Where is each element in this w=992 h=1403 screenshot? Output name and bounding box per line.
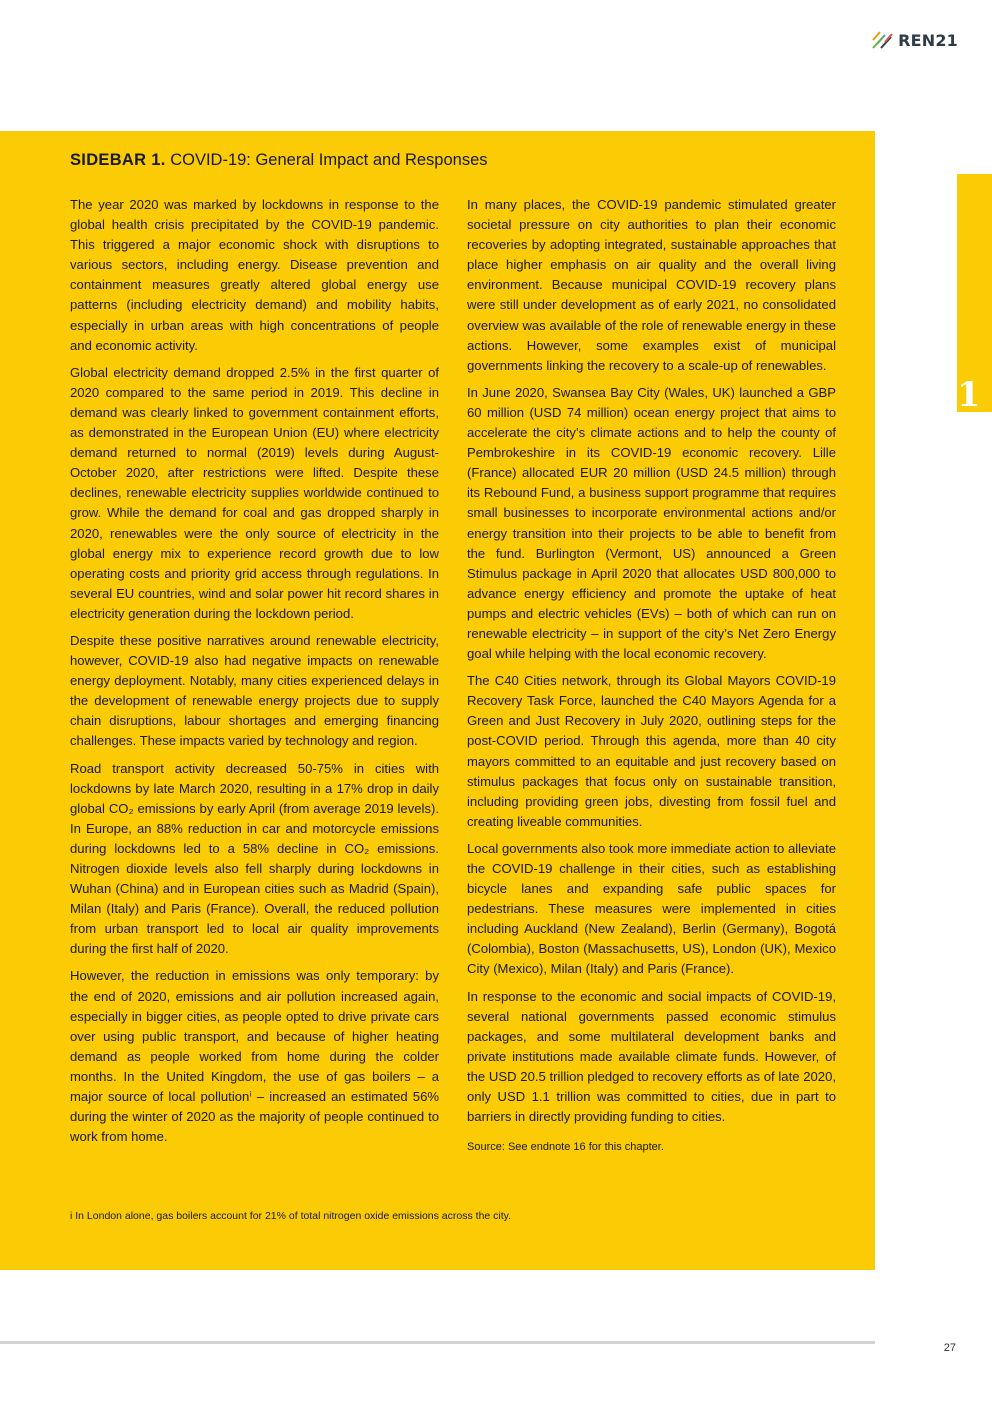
source-note: Source: See endnote 16 for this chapter.	[467, 1141, 664, 1154]
chapter-number: 1	[957, 375, 981, 415]
paragraph: Global electricity demand dropped 2.5% in the first quarter of 2020 compared to the same period in 2019. This decline in demand was clearly linked to government containment efforts, as demonstrated in the European Union (EU) where electricity demand returned to normal (2019) levels during August-October 2020, after restrictions were lifted. Despite these declines, renewable electricity supplies worldwide continued to grow. While the demand for coal and gas dropped sharply in 2020, renewables were the only source of electricity in the global energy mix to experience record growth due to low operating costs and priority grid access through regulations. In several EU countries, wind and solar power hit record shares in electricity generation during the lockdown period.	[70, 364, 439, 621]
paragraph: The year 2020 was marked by lockdowns in response to the global health crisis precipitated by the COVID-19 pandemic. This triggered a major economic shock with disruptions to various sectors, including energy. Disease prevention and containment measures greatly altered global energy use patterns (including electricity demand) and mobility habits, especially in urban areas with high concentrations of people and economic activity.	[70, 197, 439, 353]
paragraph: Local governments also took more immediate action to alleviate the COVID-19 challenge in their cities, such as establishing bicycle lanes and expanding safe public spaces for pedestrians. These measures were implemented in cities including Auckland (New Zealand), Berlin (Germany), Bogotá (Colombia), Boston (Massachusetts, US), London (UK), Mexico City (Mexico), Milan (Italy) and Paris (France).	[467, 840, 836, 977]
footnote: i In London alone, gas boilers account for 21% of total nitrogen oxide emissions across the city.	[70, 1210, 512, 1222]
left-column	[70, 195, 439, 1154]
paragraph: Despite these positive narratives around renewable electricity, however, COVID-19 also had negative impacts on renewable energy deployment. Notably, many cities experienced delays in the development of renewable energy projects due to supply chain disruptions, labour shortages and emerging financing challenges. These impacts varied by technology and region.	[70, 632, 439, 749]
ren21-logo	[871, 30, 958, 50]
sidebar-label: SIDEBAR 1.	[70, 151, 166, 169]
footer-divider	[0, 1341, 875, 1344]
sidebar-title	[70, 151, 488, 170]
logo-text: REN21	[898, 30, 958, 50]
page-number: 27	[943, 1342, 956, 1354]
ren21-logo-icon	[871, 30, 893, 50]
paragraph: In June 2020, Swansea Bay City (Wales, UK) launched a GBP 60 million (USD 74 million) ocean energy project that aims to accelerate the city’s climate actions and to help the county of Pembrokeshire in its COVID-19 economic recovery. Lille (France) allocated EUR 20 million (USD 24.5 million) through its Rebound Fund, a business support programme that requires small businesses to incorporate environmental actions and/or energy transition into their projects to be able to benefit from the fund. Burlington (Vermont, US) announced a Green Stimulus package in April 2020 that allocates USD 800,000 to advance energy efficiency and promote the uptake of heat pumps and electric vehicles (EVs) – both of which can run on renewable electricity – in support of the city’s Net Zero Energy goal while helping with the local economic recovery.	[467, 384, 836, 662]
right-column	[467, 195, 836, 1162]
paragraph: The C40 Cities network, through its Global Mayors COVID-19 Recovery Task Force, launched the C40 Mayors Agenda for a Green and Just Recovery in July 2020, outlining steps for the post-COVID period. Through this agenda, more than 40 city mayors committed to an equitable and just recovery based on stimulus packages that focus only on sustainable transition, including providing green jobs, divesting from fossil fuel and creating liveable communities.	[467, 673, 836, 829]
sidebar-title-text: COVID-19: General Impact and Responses	[165, 151, 488, 169]
paragraph: However, the reduction in emissions was only temporary: by the end of 2020, emissions and air pollution increased again, especially in bigger cities, as people opted to drive private cars over using public transport, and because of higher heating demand as people worked from home during the colder months. In the United Kingdom, the use of gas boilers – a major source of local pollutionⁱ – increased an estimated 56% during the winter of 2020 as the majority of people continued to work from home.	[70, 968, 439, 1145]
paragraph: In response to the economic and social impacts of COVID-19, several national governments passed economic stimulus packages, and some multilateral development banks and private institutions made available climate funds. However, of the USD 20.5 trillion pledged to recovery efforts as of late 2020, only USD 1.1 trillion was committed to cities, due in part to barriers in directly providing funding to cities.	[467, 988, 836, 1125]
paragraph: Road transport activity decreased 50-75% in cities with lockdowns by late March 2020, resulting in a 17% drop in daily global CO₂ emissions by early April (from average 2019 levels). In Europe, an 88% reduction in car and motorcycle emissions during lockdowns led to a 58% decline in CO₂ emissions. Nitrogen dioxide levels also fell sharply during lockdowns in Wuhan (China) and in European cities such as Madrid (Spain), Milan (Italy) and Paris (France). Overall, the reduced pollution from urban transport led to local air quality improvements during the first half of 2020.	[70, 760, 439, 957]
paragraph: In many places, the COVID-19 pandemic stimulated greater societal pressure on city authorities to plan their economic recoveries by adopting integrated, sustainable approaches that place higher emphasis on air quality and the overall living environment. Because municipal COVID-19 recovery plans were still under development as of early 2021, no consolidated overview was available of the role of renewable energy in these actions. However, some examples exist of municipal governments linking the recovery to a scale-up of renewables.	[467, 197, 836, 373]
